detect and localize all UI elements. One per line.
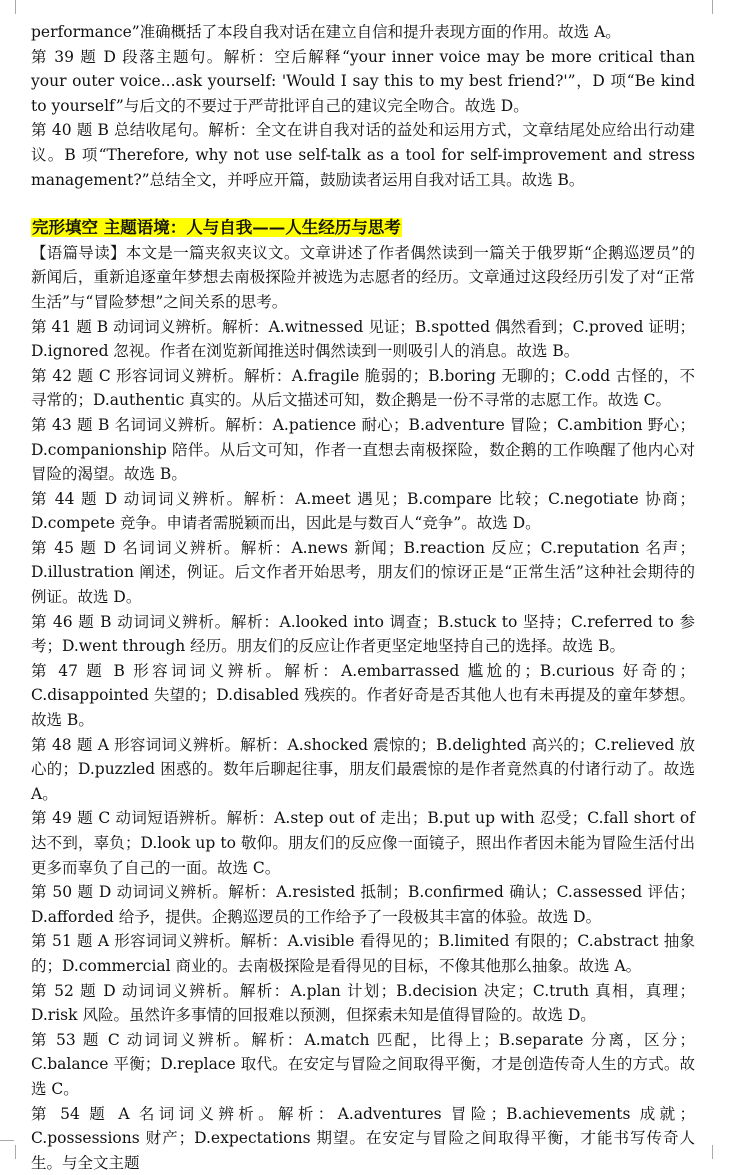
section-heading-line xyxy=(31,216,695,241)
answer-paragraph-q52: 第 52 题 D 动词词义辨析。解析：A.plan 计划；B.decision 决定；C.truth 真相，真理；D.risk 风险。虽然许多事情的回报难以预测，但探索未知是值得冒险的。故选 D。 xyxy=(31,981,695,1025)
answer-paragraph-q54: 第 54 题 A 名词词义辨析。解析：A.adventures 冒险；B.achievements 成就；C.possessions 财产；D.expectations 期望。在安定与冒险之间取得平衡，才能书写传奇人生。与全文主题 xyxy=(31,1104,695,1172)
reading-guide-paragraph: 【语篇导读】本文是一篇夹叙夹议文。文章讲述了作者偶然读到一篇关于俄罗斯“企鹅巡逻员”的新闻后，重新追逐童年梦想去南极探险并被选为志愿者的经历。文章通过这段经历引发了对“正常生活”与“冒险梦想”之间关系的思考。 xyxy=(31,243,695,311)
section-heading: 完形填空 主题语境：人与自我——人生经历与思考 xyxy=(32,218,401,238)
crop-mark-bottom-left-v xyxy=(15,1145,16,1159)
crop-mark-bottom-right xyxy=(712,1145,713,1159)
answer-paragraph-q43: 第 43 题 B 名词词义辨析。解析：A.patience 耐心；B.adventure 冒险；C.ambition 野心；D.companionship 陪伴。从后文可知，作者一直想去南极探险，数企鹅的工作唤醒了他内心对冒险的渴望。故选 B。 xyxy=(31,415,695,484)
answer-paragraph-q45: 第 45 题 D 名词词义辨析。解析：A.news 新闻；B.reaction 反应；C.reputation 名声；D.illustration 阐述，例证。后文作者开始思考，朋友们的惊讶正是“正常生活”这种社会期待的例证。故选 D。 xyxy=(31,538,695,607)
answer-paragraph-q40: 第 40 题 B 总结收尾句。解析：全文在讲自我对话的益处和运用方式，文章结尾处应给出行动建议。B 项“Therefore, why not use self-talk as a tool for self-improvement and stress management?”总结全文，并呼应开篇，鼓励读者运用自我对话工具。故选 B。 xyxy=(31,121,695,189)
document-page xyxy=(31,20,695,1175)
answer-paragraph-q48: 第 48 题 A 形容词词义辨析。解析：A.shocked 震惊的；B.delighted 高兴的；C.relieved 放心的；D.puzzled 困惑的。数年后聊起往事，朋友们最震惊的是作者竟然真的付诸行动了。故选 A。 xyxy=(31,735,695,803)
answer-paragraph-q41: 第 41 题 B 动词词义辨析。解析：A.witnessed 见证；B.spotted 偶然看到；C.proved 证明；D.ignored 忽视。作者在浏览新闻推送时偶然读到一则吸引人的消息。故选 B。 xyxy=(31,317,695,361)
answer-paragraph-q42: 第 42 题 C 形容词词义辨析。解析：A.fragile 脆弱的；B.boring 无聊的；C.odd 古怪的，不寻常的；D.authentic 真实的。从后文描述可知，数企鹅是一份不寻常的志愿工作。故选 C。 xyxy=(31,366,695,410)
crop-mark-bottom-left xyxy=(0,1140,14,1141)
answer-paragraph-q39: 第 39 题 D 段落主题句。解析：空后解释“your inner voice may be more critical than your outer voice...ask yourself: 'Would I say this to my best friend?'”，D 项“Be kind to yourself”与后文的不要过于严苛批评自己的建议完全吻合。故选 D。 xyxy=(31,47,695,115)
crop-mark-top-left xyxy=(15,0,16,14)
answer-paragraph-q53: 第 53 题 C 动词词义辨析。解析：A.match 匹配，比得上；B.separate 分离，区分；C.balance 平衡；D.replace 取代。在安定与冒险之间取得平衡，才是创造传奇人生的方式。故选 C。 xyxy=(31,1030,695,1098)
answer-paragraph-q47: 第 47 题 B 形容词词义辨析。解析：A.embarrassed 尴尬的；B.curious 好奇的；C.disappointed 失望的；D.disabled 残疾的。作者好奇是否其他人也有未再提及的童年梦想。故选 B。 xyxy=(31,661,695,730)
answer-paragraph-q49: 第 49 题 C 动词短语辨析。解析：A.step out of 走出；B.put up with 忍受；C.fall short of 达不到，辜负；D.look up to 敬仰。朋友们的反应像一面镜子，照出作者因未能为冒险生活付出更多而辜负了自己的一面。故选 C。 xyxy=(31,809,695,877)
answer-paragraph-continued: performance”准确概括了本段自我对话在建立自信和提升表现方面的作用。故选 A。 xyxy=(31,23,621,41)
answer-paragraph-q50: 第 50 题 D 动词词义辨析。解析：A.resisted 抵制；B.confirmed 确认；C.assessed 评估；D.afforded 给予，提供。企鹅巡逻员的工作给予了一段极其丰富的体验。故选 D。 xyxy=(31,883,695,926)
answer-paragraph-q46: 第 46 题 B 动词词义辨析。解析：A.looked into 调查；B.stuck to 坚持；C.referred to 参考；D.went through 经历。朋友们的反应让作者更坚定地坚持自己的选择。故选 B。 xyxy=(31,612,695,656)
crop-mark-top-right xyxy=(712,0,713,14)
answer-paragraph-q44: 第 44 题 D 动词词义辨析。解析：A.meet 遇见；B.compare 比较；C.negotiate 协商；D.compete 竞争。申请者需脱颖而出，因此是与数百人“竞争”。故选 D。 xyxy=(31,489,695,533)
answer-paragraph-q51: 第 51 题 A 形容词词义辨析。解析：A.visible 看得见的；B.limited 有限的；C.abstract 抽象的；D.commercial 商业的。去南极探险是看得见的目标，不像其他那么抽象。故选 A。 xyxy=(31,932,695,975)
